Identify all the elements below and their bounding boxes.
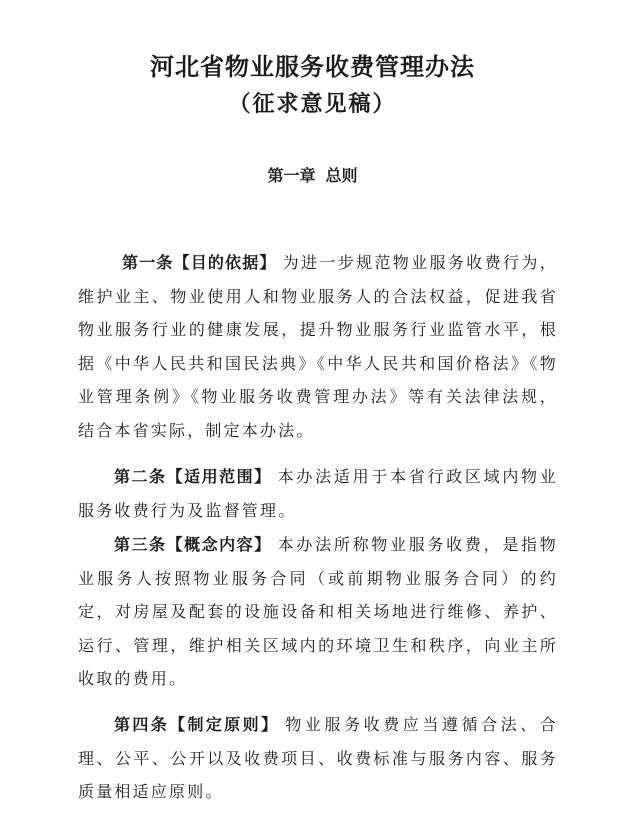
article-text: 本办法适用于本省行政区域内物业服务收费行为及监督管理。: [78, 467, 558, 520]
article-4: [78, 708, 558, 809]
article-tag: 【适用范围】: [166, 467, 272, 486]
article-tag: 【概念内容】: [166, 535, 272, 554]
article-1: [78, 246, 558, 447]
article-3: [78, 528, 558, 696]
chapter-name: 总则: [325, 166, 358, 185]
article-2: [78, 460, 558, 527]
article-number: 第一条: [122, 253, 174, 272]
document-title: 河北省物业服务收费管理办法: [150, 53, 475, 81]
chapter-heading: [0, 164, 625, 188]
article-number: 第二条: [114, 467, 167, 486]
article-tag: 【制定原则】: [169, 715, 280, 734]
article-number: 第四条: [114, 715, 170, 734]
article-tag: 【目的依据】: [173, 253, 277, 272]
article-text: 本办法所称物业服务收费，是指物业服务人按照物业服务合同（或前期物业服务合同）的约定，对房屋及配套的设施设备和相关场地进行维修、养护、运行、管理，维护相关区域内的环境卫生和秩序，向业主所收取的费用。: [78, 535, 558, 688]
document-subtitle: （征求意见稿）: [228, 92, 397, 117]
chapter-number: 第一章: [267, 166, 316, 185]
article-text: 为进一步规范物业服务收费行为，维护业主、物业使用人和物业服务人的合法权益，促进我省物业服务行业的健康发展，提升物业服务行业监管水平，根据《中华人民共和国民法典》《中华人民共和国价格法》《物业管理条例》《物业服务收费管理办法》等有关法律法规，结合本省实际，制定本办法。: [78, 253, 558, 440]
article-number: 第三条: [114, 535, 167, 554]
article-text: 物业服务收费应当遵循合法、合理、公平、公开以及收费项目、收费标准与服务内容、服务质量相适应原则。: [78, 715, 558, 801]
